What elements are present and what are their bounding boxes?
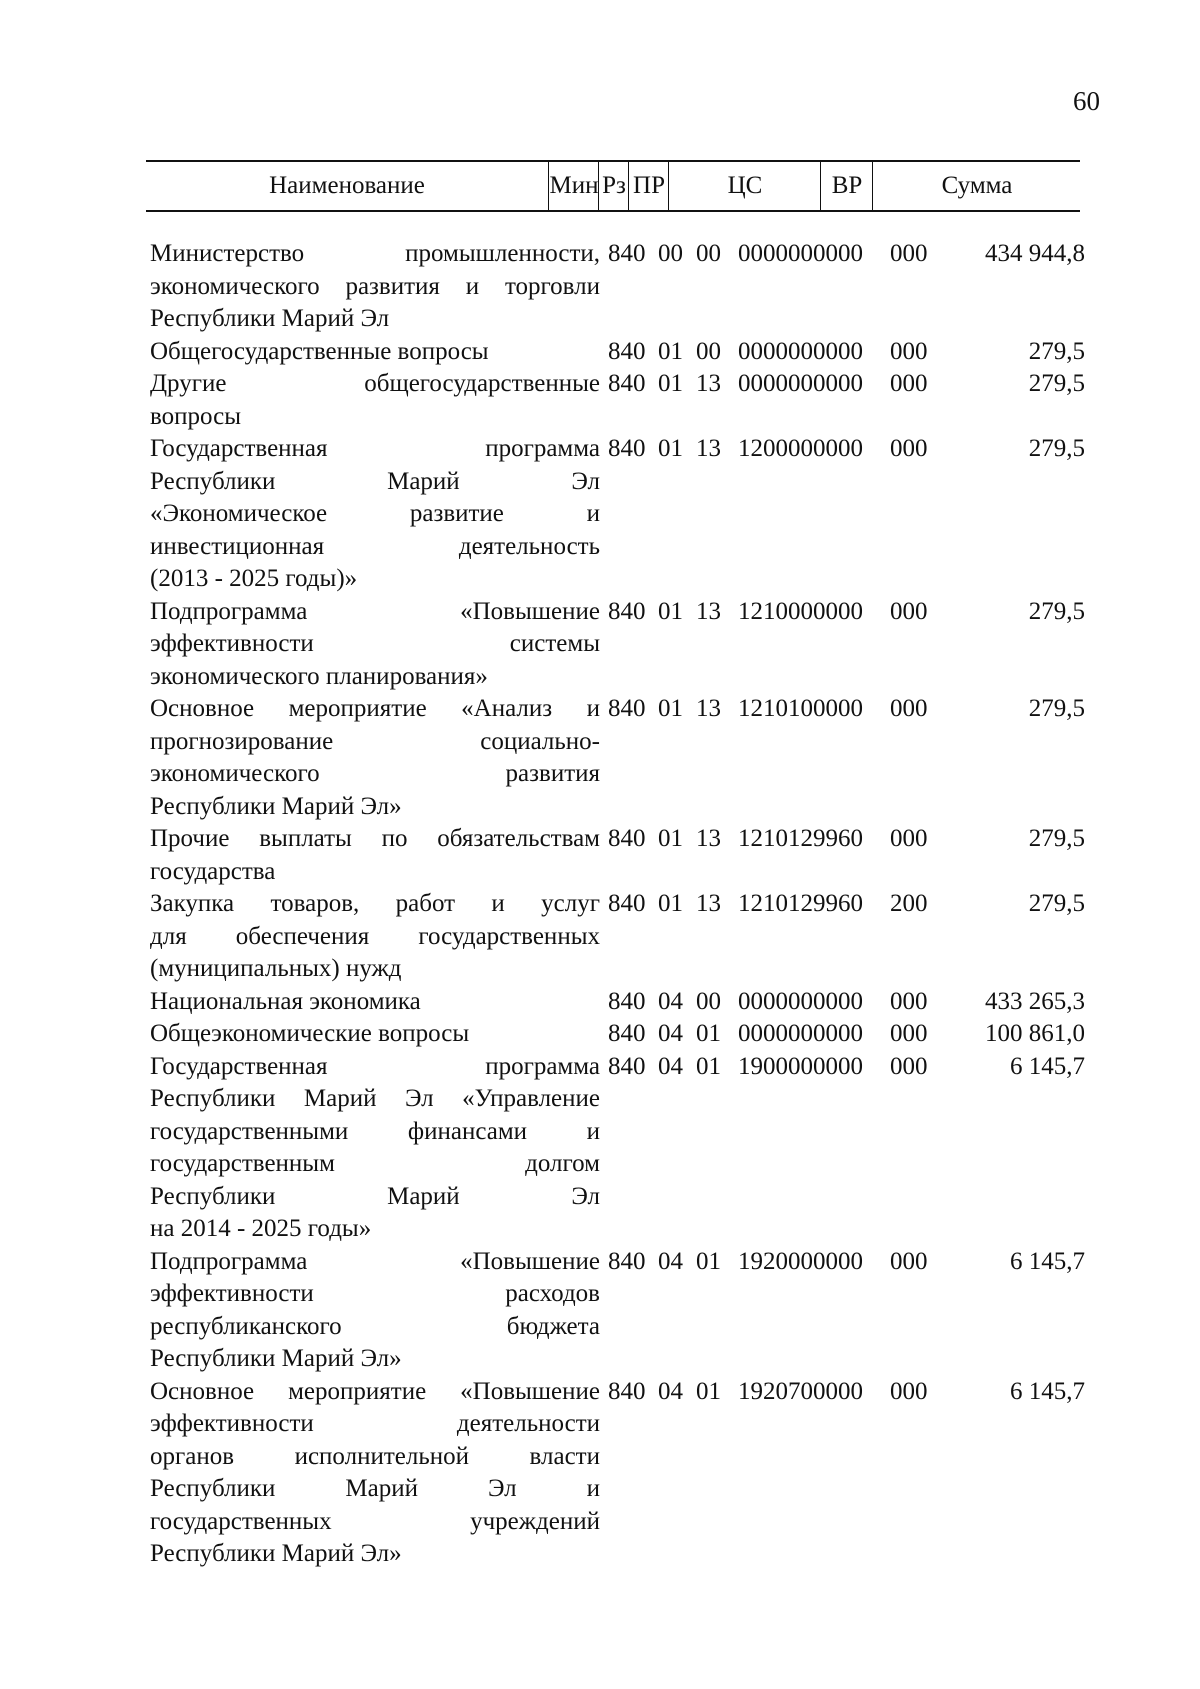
row-name-line: Государственная программа [150,1052,600,1080]
table-row [0,1051,1200,1246]
row-cs: 1210000000 [738,597,863,625]
row-name-line: государственными финансами и [150,1117,600,1145]
row-name-line: (муниципальных) нужд [150,955,402,982]
row-name-line: государственным долгом [150,1150,600,1177]
row-rz: 01 [658,435,683,462]
row-name-line: Министерство промышленности, [150,240,600,267]
row-vr: 000 [890,435,928,462]
row-name [150,1018,600,1051]
row-cs: 1920700000 [738,1377,863,1405]
row-rz: 04 [658,1020,683,1047]
header-pr: ПР [628,162,669,210]
table-row [0,336,1200,369]
row-name [150,1376,600,1571]
row-name-line: Республики Марий Эл» [150,792,402,820]
row-name-line: Подпрограмма «Повышение [150,597,600,625]
table-row [0,238,1200,336]
row-vr: 000 [890,240,928,267]
row-pr: 01 [696,1377,721,1405]
table-row [0,433,1200,596]
row-vr: 000 [890,987,928,1015]
row-name [150,888,600,986]
row-name-line: (2013 - 2025 годы)» [150,565,358,592]
row-pr: 00 [696,240,721,267]
row-name [150,1246,600,1376]
row-min: 840 [608,370,646,397]
row-sum: 434 944,8 [985,240,1085,267]
row-rz: 01 [658,695,683,722]
row-pr: 01 [696,1020,721,1047]
row-name-line: эффективности расходов [150,1280,600,1307]
row-rz: 04 [658,987,683,1015]
row-name-line: инвестиционная деятельность [150,532,600,560]
row-name [150,986,600,1019]
table-row [0,596,1200,694]
row-min: 840 [608,1052,646,1080]
table-header [146,160,1080,212]
row-pr: 13 [696,695,721,722]
row-name-line: эффективности системы [150,630,600,657]
row-min: 840 [608,890,646,917]
row-name-line: Другие общегосударственные [150,370,600,397]
table-row [0,823,1200,888]
row-vr: 000 [890,1247,928,1275]
row-pr: 01 [696,1247,721,1275]
row-cs: 1900000000 [738,1052,863,1080]
row-sum: 6 145,7 [1010,1247,1085,1275]
header-rz: Рз [598,162,629,210]
row-pr: 01 [696,1052,721,1080]
row-min: 840 [608,337,646,365]
row-cs: 1210129960 [738,890,863,917]
row-rz: 01 [658,337,683,365]
table-row [0,368,1200,433]
row-name [150,368,600,433]
row-name-line: экономического развития и торговли [150,272,600,300]
row-name [150,1051,600,1246]
row-name-line: Республики Марий Эл [150,467,600,495]
header-vr: ВР [820,162,873,210]
row-rz: 01 [658,890,683,917]
row-rz: 04 [658,1377,683,1405]
row-min: 840 [608,1020,646,1047]
row-cs: 1210129960 [738,825,863,852]
row-name-line: государства [150,857,276,885]
row-vr: 000 [890,1377,928,1405]
row-name-line: на 2014 - 2025 годы» [150,1215,372,1242]
row-name-line: Национальная экономика [150,987,421,1015]
row-vr: 000 [890,825,928,852]
row-vr: 000 [890,1052,928,1080]
row-min: 840 [608,825,646,852]
row-cs: 1210100000 [738,695,863,722]
row-name-line: Подпрограмма «Повышение [150,1247,600,1275]
row-sum: 279,5 [1028,695,1085,722]
row-sum: 279,5 [1028,435,1085,462]
row-sum: 279,5 [1028,597,1085,625]
row-vr: 000 [890,1020,928,1047]
row-cs: 0000000000 [738,987,863,1015]
row-name-line: Основное мероприятие «Анализ и [150,695,600,722]
row-name-line: эффективности деятельности [150,1410,600,1437]
row-name-line: Общеэкономические вопросы [150,1020,470,1047]
row-cs: 0000000000 [738,240,863,267]
row-min: 840 [608,1247,646,1275]
row-cs: 0000000000 [738,337,863,365]
row-name [150,238,600,336]
row-rz: 01 [658,825,683,852]
row-name-line: республиканского бюджета [150,1312,600,1340]
row-min: 840 [608,987,646,1015]
table-row [0,1246,1200,1376]
header-cs: ЦС [668,162,821,210]
row-pr: 13 [696,825,721,852]
row-name-line: Общегосударственные вопросы [150,337,489,365]
row-name-line: Республики Марий Эл» [150,1540,402,1567]
row-cs: 1200000000 [738,435,863,462]
row-vr: 200 [890,890,928,917]
row-cs: 0000000000 [738,1020,863,1047]
row-sum: 279,5 [1028,825,1085,852]
row-name-line: для обеспечения государственных [150,922,600,950]
row-name-line: Основное мероприятие «Повышение [150,1377,600,1405]
row-name [150,823,600,888]
row-pr: 00 [696,337,721,365]
row-name-line: Республики Марий Эл «Управление [150,1085,600,1112]
row-sum: 279,5 [1028,890,1085,917]
row-sum: 279,5 [1028,370,1085,397]
row-name-line: «Экономическое развитие и [150,500,600,527]
row-sum: 100 861,0 [985,1020,1085,1047]
row-name-line: экономического развития [150,760,600,787]
table-row [0,986,1200,1019]
row-min: 840 [608,695,646,722]
row-name-line: Республики Марий Эл и [150,1475,600,1502]
row-name-line: Закупка товаров, работ и услуг [150,890,600,917]
row-name-line: Прочие выплаты по обязательствам [150,825,600,852]
row-vr: 000 [890,597,928,625]
header-name: Наименование [269,172,425,199]
row-rz: 04 [658,1247,683,1275]
row-name-line: государственных учреждений [150,1507,600,1535]
row-sum: 6 145,7 [1010,1377,1085,1405]
row-name-line: Республики Марий Эл [150,305,390,332]
row-name [150,433,600,596]
row-pr: 13 [696,890,721,917]
header-min: Мин [548,162,599,210]
page-number: 60 [1073,86,1100,116]
row-vr: 000 [890,337,928,365]
row-vr: 000 [890,370,928,397]
row-sum: 279,5 [1028,337,1085,365]
header-sum: Сумма [872,162,1081,210]
row-rz: 00 [658,240,683,267]
table-row [0,1018,1200,1051]
row-name-line: Государственная программа [150,435,600,462]
row-name-line: Республики Марий Эл» [150,1345,402,1372]
table-row [0,888,1200,986]
row-rz: 01 [658,597,683,625]
table-row [0,1376,1200,1571]
row-cs: 0000000000 [738,370,863,397]
row-name-line: Республики Марий Эл [150,1182,600,1210]
row-name [150,336,600,369]
row-min: 840 [608,1377,646,1405]
row-vr: 000 [890,695,928,722]
row-min: 840 [608,597,646,625]
row-pr: 13 [696,597,721,625]
table-body [0,238,1200,1571]
row-pr: 13 [696,435,721,462]
row-min: 840 [608,240,646,267]
row-name [150,596,600,694]
row-pr: 13 [696,370,721,397]
row-pr: 00 [696,987,721,1015]
row-sum: 6 145,7 [1010,1052,1085,1080]
row-min: 840 [608,435,646,462]
row-cs: 1920000000 [738,1247,863,1275]
row-sum: 433 265,3 [985,987,1085,1015]
row-rz: 01 [658,370,683,397]
row-name-line: вопросы [150,402,242,430]
row-name-line: прогнозирование социально- [150,727,600,755]
row-name [150,693,600,823]
table-row [0,693,1200,823]
row-name-line: экономического планирования» [150,662,488,690]
row-name-line: органов исполнительной власти [150,1442,600,1470]
row-rz: 04 [658,1052,683,1080]
